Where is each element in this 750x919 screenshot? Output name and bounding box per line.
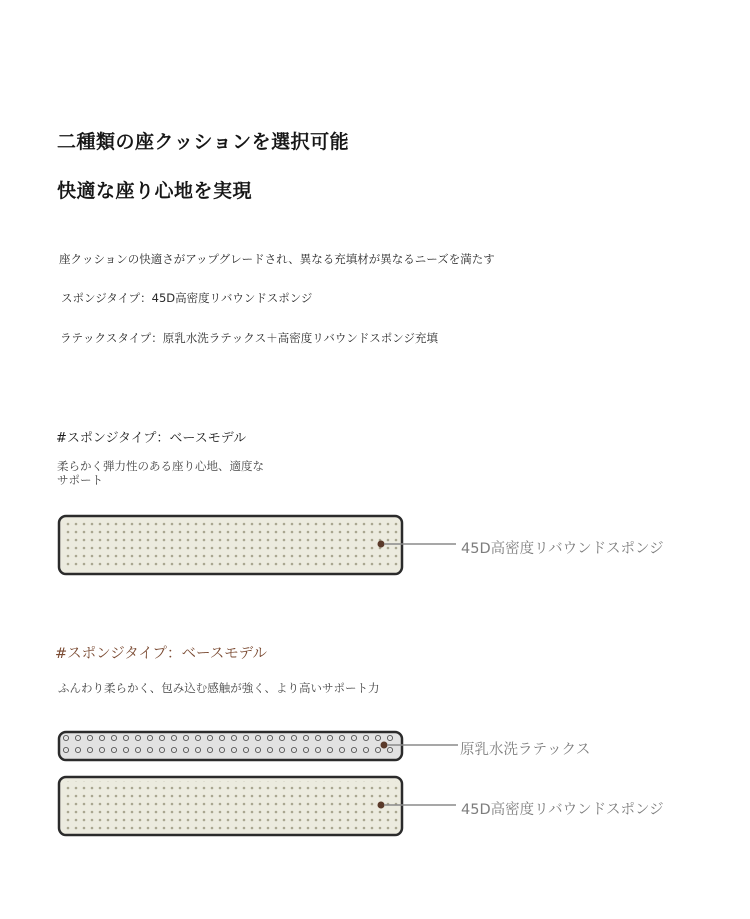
intro-sponge-type: スポンジタイプ：45D高密度リバウンドスポンジ xyxy=(61,291,313,305)
page-subtitle: 快適な座り心地を実現 xyxy=(57,180,253,202)
section1-sponge-label: 45D高密度リバウンドスポンジ xyxy=(461,541,664,557)
section1-sponge-marker xyxy=(378,541,385,548)
section2-latex-label: 原乳水洗ラテックス xyxy=(460,742,591,758)
section1-desc-line2: サポート xyxy=(57,473,103,487)
section1-title: #スポンジタイプ：ベースモデル xyxy=(56,431,247,446)
section2-latex-marker xyxy=(381,742,388,749)
intro-latex-type: ラテックスタイプ：原乳水洗ラテックス＋高密度リバウンドスポンジ充填 xyxy=(60,331,438,345)
section2-latex-layer xyxy=(59,732,402,760)
section2-sponge-marker xyxy=(378,802,385,809)
page-title: 二種類の座クッションを選択可能 xyxy=(57,131,350,153)
section1-desc-line1: 柔らかく弾力性のある座り心地、適度な xyxy=(57,459,264,473)
section2-sponge-label: 45D高密度リバウンドスポンジ xyxy=(461,802,664,818)
section2-desc: ふんわり柔らかく、包み込む感触が強く、より高いサポート力 xyxy=(58,681,380,695)
section2-sponge-layer xyxy=(59,777,402,835)
intro-summary: 座クッションの快適さがアップグレードされ、異なる充填材が異なるニーズを満たす xyxy=(59,252,495,266)
section2-title: #スポンジタイプ：ベースモデル xyxy=(55,646,268,662)
section1-sponge-layer xyxy=(59,516,402,574)
